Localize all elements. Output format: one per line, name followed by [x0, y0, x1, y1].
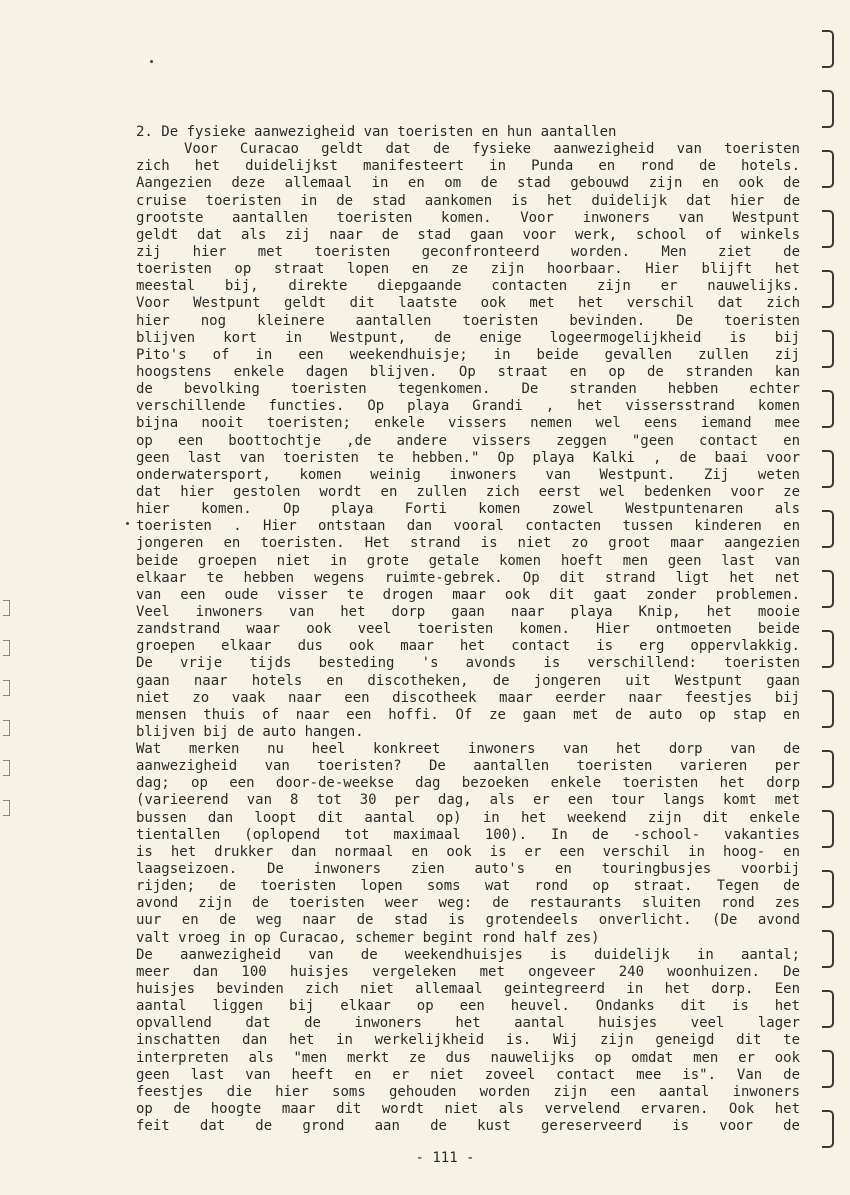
text-line: op een boottochtje ,de andere vissers zeggen "geen contact en — [136, 432, 800, 449]
text-line: rijden; de toeristen lopen soms wat rond op straat. Tegen de — [136, 878, 800, 895]
text-line: elkaar te hebben wegens ruimte-gebrek. Op dit strand ligt het net — [136, 569, 800, 586]
text-line: feestjes die hier soms gehouden worden zijn een aantal inwoners — [136, 1083, 800, 1100]
text-line: blijven kort in Westpunt, de enige logeermogelijkheid is bij — [136, 329, 800, 346]
text-line: laagseizoen. De inwoners zien auto's en touringbusjes voorbij — [136, 861, 800, 878]
text-line: onderwatersport, komen weinig inwoners van Westpunt. Zij weten — [136, 466, 800, 483]
binding-ring — [822, 810, 834, 848]
binding-ring — [822, 150, 834, 188]
binding-ring — [822, 510, 834, 548]
text-line: is het drukker dan normaal en ook is er een verschil in hoog- en — [136, 843, 800, 860]
text-line: groepen elkaar dus ook maar het contact is erg oppervlakkig. — [136, 638, 800, 655]
text-line: meestal bij, direkte diepgaande contacten zijn er nauwelijks. — [136, 278, 800, 295]
binding-ring — [822, 990, 834, 1028]
text-line: grootste aantallen toeristen komen. Voor inwoners van Westpunt — [136, 209, 800, 226]
text-line: aantal liggen bij elkaar op een heuvel. Ondanks dit is het — [136, 998, 800, 1015]
text-line: jongeren en toeristen. Het strand is niet zo groot maar aangezien — [136, 535, 800, 552]
margin-mark — [3, 680, 10, 696]
text-line: Voor Westpunt geldt dit laatste ook met het verschil dat zich — [136, 295, 800, 312]
text-line: geen last van heeft en er niet zoveel contact mee is". Van de — [136, 1066, 800, 1083]
margin-mark — [3, 720, 10, 736]
text-line: toeristen . Hier ontstaan dan vooral contacten tussen kinderen en — [136, 518, 800, 535]
text-line: op de hoogte maar dit wordt niet als vervelend ervaren. Ook het — [136, 1101, 800, 1118]
margin-mark — [3, 800, 10, 816]
text-line: huisjes bevinden zich niet allemaal geintegreerd in het dorp. Een — [136, 981, 800, 998]
binding-ring — [822, 930, 834, 968]
scan-speck — [126, 522, 129, 525]
binding-ring — [822, 390, 834, 428]
text-line: hoogstens enkele dagen blijven. Op straat en op de stranden kan — [136, 363, 800, 380]
section-heading: 2. De fysieke aanwezigheid van toeristen en hun aantallen — [136, 124, 617, 140]
binding-ring — [822, 1050, 834, 1088]
text-line: zandstrand waar ook veel toeristen komen. Hier ontmoeten beide — [136, 621, 800, 638]
binding-ring — [822, 270, 834, 308]
binding-ring — [822, 630, 834, 668]
text-line: De aanwezigheid van de weekendhuisjes is duidelijk in aantal; — [136, 946, 800, 963]
margin-mark — [3, 640, 10, 656]
binding-ring — [822, 690, 834, 728]
binding-ring — [822, 750, 834, 788]
text-line: de bevolking toeristen tegenkomen. De stranden hebben echter — [136, 381, 800, 398]
binding-ring — [822, 210, 834, 248]
text-line: geldt dat als zij naar de stad gaan voor werk, school of winkels — [136, 226, 800, 243]
text-line: inschatten dan het in werkelijkheid is. Wij zijn geneigd dit te — [136, 1032, 800, 1049]
scan-speck — [150, 60, 153, 63]
text-line: bijna nooit toeristen; enkele vissers nemen wel eens iemand mee — [136, 415, 800, 432]
text-line: dag; op een door-de-weekse dag bezoeken enkele toeristen het dorp — [136, 775, 800, 792]
text-line: feit dat de grond aan de kust gereserveerd is voor de — [136, 1118, 800, 1135]
text-line: aanwezigheid van toeristen? De aantallen toeristen varieren per — [136, 758, 800, 775]
text-line: toeristen op straat lopen en ze zijn hoorbaar. Hier blijft het — [136, 261, 800, 278]
binding-ring — [822, 1110, 834, 1148]
text-line: meer dan 100 huisjes vergeleken met ongeveer 240 woonhuizen. De — [136, 963, 800, 980]
text-line: beide groepen niet in grote getale komen hoeft men geen last van — [136, 552, 800, 569]
text-line: cruise toeristen in de stad aankomen is het duidelijk dat hier de — [136, 192, 800, 209]
text-line: van een oude visser te drogen maar ook dit gaat zonder problemen. — [136, 586, 800, 603]
binding-ring — [822, 570, 834, 608]
binding-ring — [822, 90, 834, 128]
text-line: uur en de weg naar de stad is grotendeels onverlicht. (De avond — [136, 912, 800, 929]
text-line: Voor Curacao geldt dat de fysieke aanwezigheid van toeristen — [184, 141, 800, 158]
binding-ring — [822, 870, 834, 908]
text-line: Pito's of in een weekendhuisje; in beide gevallen zullen zij — [136, 346, 800, 363]
text-line: valt vroeg in op Curacao, schemer begint rond half zes) — [136, 929, 600, 946]
binding-ring — [822, 450, 834, 488]
ring-binding — [814, 30, 840, 1180]
text-line: geen last van toeristen te hebben." Op playa Kalki , de baai voor — [136, 449, 800, 466]
text-line: zij hier met toeristen geconfronteerd worden. Men ziet de — [136, 243, 800, 260]
text-line: mensen thuis of naar een hoffi. Of ze gaan met de auto op stap en — [136, 706, 800, 723]
text-line: niet zo vaak naar een discotheek maar eerder naar feestjes bij — [136, 689, 800, 706]
text-line: De vrije tijds besteding 's avonds is verschillend: toeristen — [136, 655, 800, 672]
text-line: blijven bij de auto hangen. — [136, 723, 364, 740]
text-line: Veel inwoners van het dorp gaan naar playa Knip, het mooie — [136, 603, 800, 620]
binding-ring — [822, 30, 834, 68]
page-number: - 111 - — [415, 1150, 475, 1166]
text-line: Aangezien deze allemaal in en om de stad gebouwd zijn en ook de — [136, 175, 800, 192]
binding-ring — [822, 330, 834, 368]
text-line: gaan naar hotels en discotheken, de jongeren uit Westpunt gaan — [136, 672, 800, 689]
text-line: (varieerend van 8 tot 30 per dag, als er een tour langs komt met — [136, 792, 800, 809]
left-margin-marks — [0, 600, 12, 900]
text-line: tientallen (oplopend tot maximaal 100). In de -school- vakanties — [136, 826, 800, 843]
text-line: bussen dan loopt dit aantal op) in het weekend zijn dit enkele — [136, 809, 800, 826]
text-line: verschillende functies. Op playa Grandi , het vissersstrand komen — [136, 398, 800, 415]
text-line: zich het duidelijkst manifesteert in Punda en rond de hotels. — [136, 158, 800, 175]
text-line: avond zijn de toeristen weer weg: de restaurants sluiten rond zes — [136, 895, 800, 912]
text-line: hier nog kleinere aantallen toeristen bevinden. De toeristen — [136, 312, 800, 329]
text-line: opvallend dat de inwoners het aantal huisjes veel lager — [136, 1015, 800, 1032]
margin-mark — [3, 600, 10, 616]
text-line: dat hier gestolen wordt en zullen zich eerst wel bedenken voor ze — [136, 483, 800, 500]
text-line: interpreten als "men merkt ze dus nauwelijks op omdat men er ook — [136, 1049, 800, 1066]
text-line: hier komen. Op playa Forti komen zowel Westpuntenaren als — [136, 501, 800, 518]
margin-mark — [3, 760, 10, 776]
document-body — [136, 124, 800, 1135]
text-line: Wat merken nu heel konkreet inwoners van het dorp van de — [136, 741, 800, 758]
